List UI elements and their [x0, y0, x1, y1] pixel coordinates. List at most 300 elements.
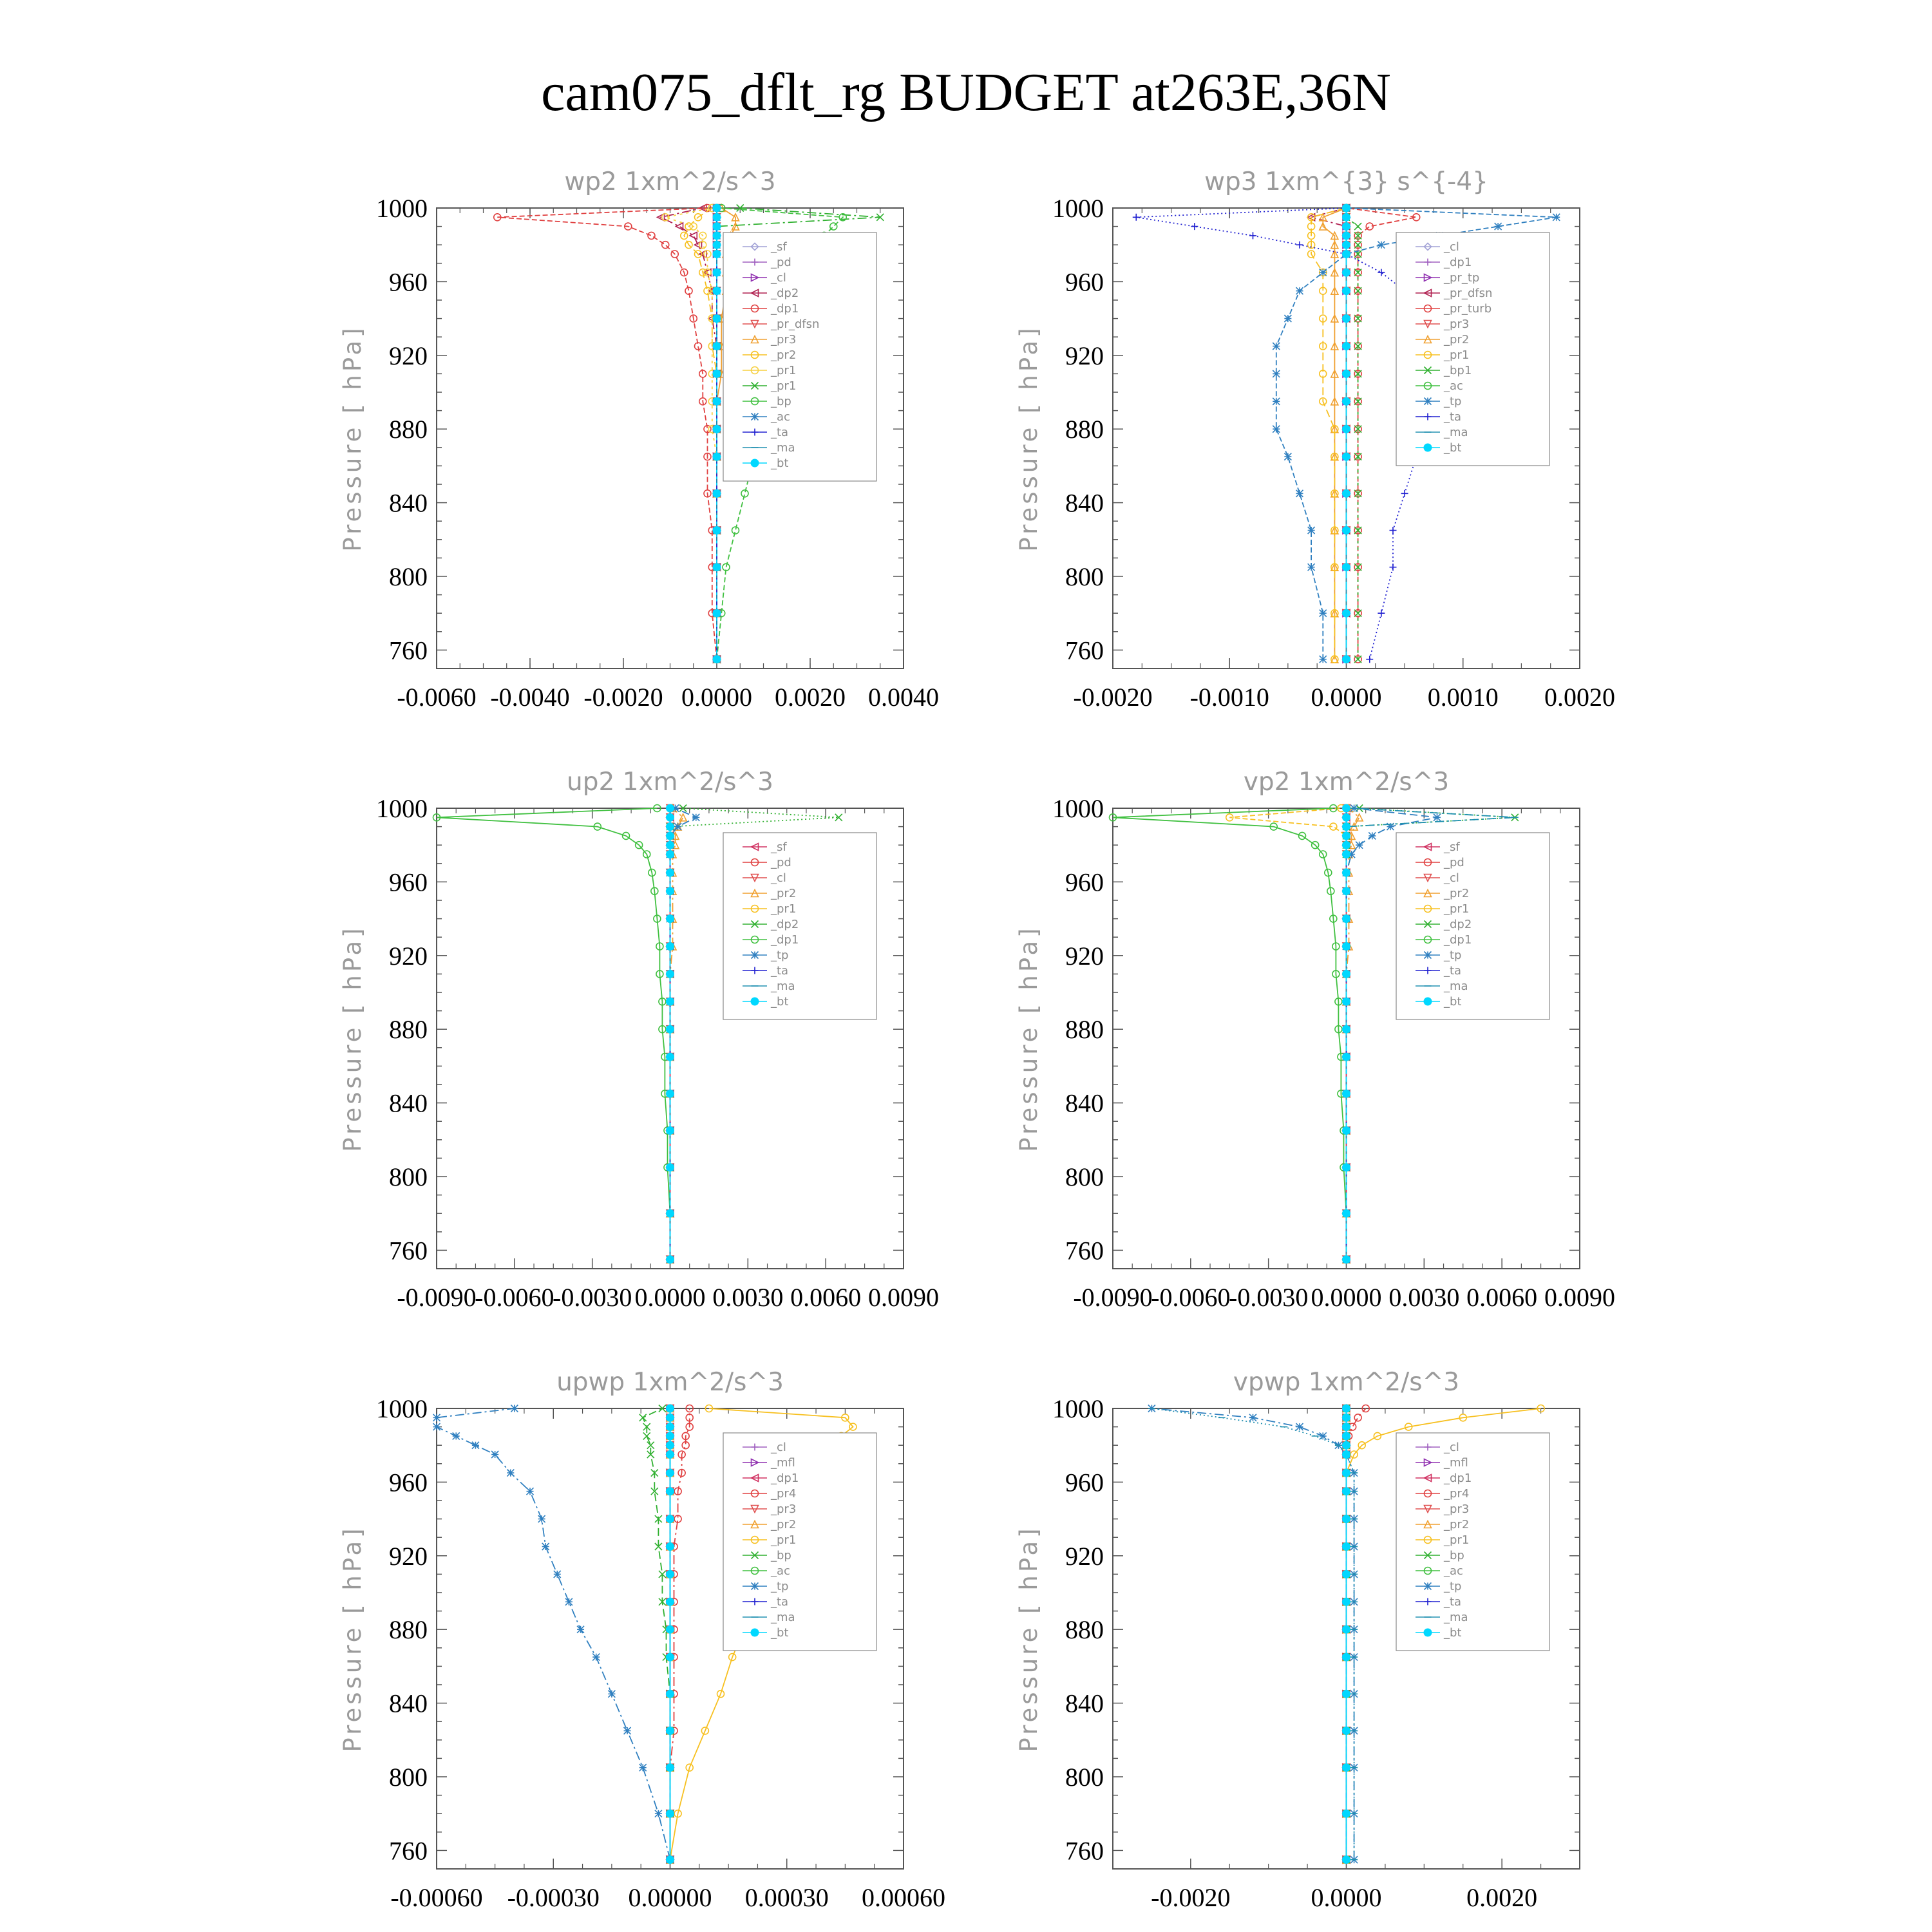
y-axis-label: Pressure [ hPa]	[1015, 1525, 1043, 1752]
data-point	[713, 425, 721, 433]
legend-label: _ta	[771, 426, 789, 439]
data-point	[666, 850, 674, 858]
data-point	[1342, 1690, 1350, 1698]
data-point	[1495, 223, 1502, 230]
data-point	[1378, 269, 1385, 276]
data-point	[1342, 241, 1350, 249]
data-point	[666, 998, 674, 1006]
data-point	[666, 1598, 674, 1606]
series-bt	[666, 804, 674, 1264]
data-point	[1342, 1090, 1350, 1098]
legend-label: _ma	[771, 1611, 795, 1624]
data-point	[592, 1654, 600, 1661]
legend-label: _cl	[771, 271, 786, 285]
data-point	[1320, 656, 1327, 663]
legend-marker	[751, 998, 759, 1006]
series-bt	[1342, 1405, 1350, 1864]
data-point	[1342, 887, 1350, 895]
data-point	[565, 1598, 573, 1605]
data-point	[666, 841, 674, 849]
data-point	[713, 287, 721, 295]
legend-label: _bp	[771, 1549, 791, 1562]
legend-label: _tp	[1444, 949, 1462, 962]
legend-label: _pd	[771, 256, 791, 269]
y-tick-label: 1000	[1052, 194, 1104, 223]
data-point	[666, 1423, 674, 1431]
x-tick-label: 0.0000	[1311, 683, 1382, 712]
y-tick-label: 960	[389, 1468, 428, 1497]
legend-box	[723, 1433, 876, 1651]
data-point	[666, 831, 674, 840]
y-tick-label: 880	[389, 1615, 428, 1645]
legend-label: _dp1	[1444, 256, 1472, 269]
data-point	[713, 342, 721, 350]
legend-label: _pd	[771, 856, 791, 869]
x-tick-label: -0.00030	[507, 1883, 600, 1912]
legend-label: _pr1	[771, 379, 797, 393]
x-tick-label: 0.0060	[790, 1283, 862, 1312]
y-tick-label: 760	[1065, 1236, 1104, 1265]
series-bt	[1342, 204, 1350, 664]
series-bt	[666, 1405, 674, 1864]
data-point	[666, 1625, 674, 1634]
x-tick-label: 0.0040	[868, 683, 939, 712]
data-point	[1273, 426, 1280, 433]
series-dp1	[494, 205, 721, 663]
data-point	[666, 1542, 674, 1551]
legend-label: _ta	[771, 964, 789, 978]
legend-label: _ac	[771, 1564, 790, 1578]
legend	[1396, 833, 1549, 1019]
y-tick-label: 920	[1065, 1541, 1104, 1571]
legend-label: _bp	[771, 395, 791, 408]
y-tick-label: 960	[389, 267, 428, 297]
legend-label: _mfl	[1444, 1456, 1468, 1470]
data-point	[1342, 370, 1350, 378]
data-point	[666, 1025, 674, 1034]
data-point	[666, 1053, 674, 1061]
data-point	[1342, 1163, 1350, 1171]
data-point	[1553, 214, 1560, 221]
legend-box	[723, 833, 876, 1019]
legend-label: _pr_tp	[1444, 271, 1480, 285]
data-point	[1342, 222, 1350, 231]
legend-label: _bt	[771, 1626, 789, 1640]
data-point	[666, 1763, 674, 1772]
data-point	[453, 1432, 460, 1439]
data-point	[1342, 213, 1350, 222]
data-point	[1342, 1487, 1350, 1495]
data-point	[1342, 813, 1350, 822]
legend-label: _bt	[1444, 441, 1462, 455]
y-tick-label: 880	[389, 415, 428, 444]
series-dp1	[1110, 805, 1350, 1264]
legend-label: _pr2	[1444, 333, 1470, 346]
legend-label: _tp	[771, 1580, 789, 1593]
legend-label: _dp1	[771, 933, 799, 947]
legend-label: _pr2	[1444, 1518, 1470, 1531]
y-tick-label: 960	[1065, 267, 1104, 297]
legend-marker	[1425, 398, 1432, 405]
data-point	[666, 1255, 674, 1264]
data-point	[1342, 489, 1350, 498]
data-point	[1354, 223, 1361, 230]
data-point	[1273, 398, 1280, 405]
legend-label: _pr3	[1444, 317, 1470, 331]
data-point	[666, 869, 674, 877]
data-point	[1133, 214, 1140, 221]
data-point	[511, 1405, 518, 1412]
data-point	[666, 1209, 674, 1218]
y-tick-label: 840	[389, 488, 428, 518]
data-point	[639, 1414, 647, 1421]
legend-label: _pr2	[1444, 887, 1470, 900]
data-point	[741, 490, 748, 497]
legend-box	[1396, 232, 1549, 466]
legend-marker	[1424, 1629, 1432, 1637]
x-tick-label: -0.00060	[390, 1883, 483, 1912]
data-point	[1342, 1053, 1350, 1061]
y-tick-label: 760	[389, 1236, 428, 1265]
data-point	[1390, 564, 1397, 571]
data-point	[1342, 998, 1350, 1006]
legend-label: _ta	[1444, 964, 1462, 978]
legend	[723, 833, 876, 1019]
legend-label: _ac	[1444, 1564, 1463, 1578]
legend-label: _pr1	[771, 902, 797, 916]
y-tick-label: 800	[389, 562, 428, 591]
legend-label: _cl	[771, 871, 786, 885]
y-tick-label: 1000	[1052, 794, 1104, 823]
data-point	[643, 1432, 650, 1439]
y-axis-label: Pressure [ hPa]	[339, 325, 366, 552]
data-point	[1273, 343, 1280, 350]
x-tick-label: -0.0060	[1151, 1283, 1231, 1312]
data-point	[1342, 1727, 1350, 1735]
x-tick-label: 0.0090	[868, 1283, 939, 1312]
legend-marker	[751, 459, 759, 468]
series-line	[1151, 1408, 1354, 1860]
data-point	[1342, 204, 1350, 213]
data-point	[1434, 814, 1441, 821]
x-tick-label: 0.0020	[1466, 1883, 1538, 1912]
series-bt	[713, 204, 721, 664]
x-tick-label: 0.0000	[681, 683, 752, 712]
legend-label: _pr_turb	[1444, 302, 1492, 316]
data-point	[666, 1163, 674, 1171]
x-tick-label: -0.0010	[1189, 683, 1269, 712]
x-tick-label: -0.0060	[475, 1283, 554, 1312]
data-point	[666, 804, 674, 813]
data-point	[713, 222, 721, 231]
panel-title: vp2 1xm^2/s^3	[1243, 768, 1450, 797]
legend-marker	[1425, 952, 1432, 959]
legend-box	[1396, 1433, 1549, 1651]
y-tick-label: 840	[1065, 1088, 1104, 1118]
legend-label: _bp1	[1444, 364, 1472, 377]
legend-label: _pr4	[771, 1487, 797, 1501]
data-point	[1390, 527, 1397, 534]
data-point	[713, 370, 721, 378]
legend	[723, 1433, 876, 1651]
legend-label: _ac	[1444, 379, 1463, 393]
x-tick-label: 0.0030	[712, 1283, 784, 1312]
y-tick-label: 880	[1065, 1015, 1104, 1045]
legend-label: _bt	[771, 995, 789, 1009]
legend-label: _ma	[1444, 426, 1468, 439]
x-tick-label: -0.0090	[397, 1283, 477, 1312]
data-point	[666, 970, 674, 978]
data-point	[1401, 490, 1408, 497]
y-tick-label: 920	[1065, 341, 1104, 370]
data-point	[666, 1810, 674, 1818]
page-title: cam075_dflt_rg BUDGET at263E,36N	[541, 62, 1391, 122]
data-point	[1342, 970, 1350, 978]
data-point	[1191, 223, 1198, 230]
data-point	[1378, 242, 1385, 249]
panel-title: upwp 1xm^2/s^3	[556, 1368, 784, 1397]
legend-label: _pr_dfsn	[771, 317, 820, 331]
legend-marker	[751, 1629, 759, 1637]
data-point	[666, 1414, 674, 1422]
legend-label: _sf	[771, 840, 787, 854]
data-point	[1273, 370, 1280, 377]
data-point	[554, 1571, 561, 1578]
y-tick-label: 920	[389, 941, 428, 971]
series-line	[437, 808, 670, 1260]
data-point	[713, 397, 721, 406]
y-axis-label: Pressure [ hPa]	[1015, 925, 1043, 1152]
data-point	[433, 1423, 440, 1430]
data-point	[732, 527, 739, 534]
data-point	[1342, 942, 1350, 951]
panel-title: wp2 1xm^2/s^3	[564, 167, 776, 196]
data-point	[666, 1690, 674, 1698]
y-tick-label: 760	[389, 1836, 428, 1866]
data-point	[1342, 1469, 1350, 1477]
y-tick-label: 760	[1065, 1836, 1104, 1866]
y-tick-label: 760	[1065, 636, 1104, 665]
legend-label: _dp2	[1444, 918, 1472, 931]
data-point	[1342, 231, 1350, 240]
data-point	[1249, 1414, 1256, 1421]
data-point	[648, 232, 655, 239]
x-tick-label: 0.0000	[1311, 1883, 1382, 1912]
y-tick-label: 800	[1065, 1763, 1104, 1792]
legend-label: _cl	[1444, 240, 1459, 254]
panel-2	[1015, 167, 1615, 712]
x-tick-label: 0.0090	[1544, 1283, 1615, 1312]
x-tick-label: 0.00060	[862, 1883, 945, 1912]
legend-label: _ma	[1444, 980, 1468, 993]
legend-label: _dp1	[771, 1472, 799, 1485]
y-tick-label: 1000	[1052, 1394, 1104, 1423]
legend-label: _cl	[1444, 871, 1459, 885]
x-tick-label: 0.0000	[1311, 1283, 1382, 1312]
legend-box	[723, 232, 876, 481]
y-axis-label: Pressure [ hPa]	[339, 1525, 366, 1752]
legend-label: _dp1	[771, 302, 799, 316]
series-tp	[433, 1405, 674, 1864]
data-point	[1342, 1441, 1350, 1450]
legend-label: _bp	[1444, 1549, 1464, 1562]
y-tick-label: 960	[1065, 867, 1104, 897]
data-point	[507, 1470, 514, 1477]
data-point	[1342, 1515, 1350, 1523]
series-ta	[1133, 205, 1432, 663]
data-point	[666, 1432, 674, 1440]
data-point	[1342, 526, 1350, 535]
data-point	[713, 250, 721, 258]
data-point	[1342, 1414, 1350, 1422]
legend	[1396, 232, 1549, 466]
data-point	[1342, 269, 1350, 277]
data-point	[674, 823, 681, 830]
data-point	[1308, 527, 1315, 534]
y-tick-label: 840	[389, 1088, 428, 1118]
series-ma	[1148, 1408, 1358, 1860]
panel-4	[1015, 768, 1615, 1312]
legend-marker	[1425, 1583, 1432, 1590]
legend-label: _bt	[1444, 995, 1462, 1009]
data-point	[666, 887, 674, 895]
data-point	[666, 1570, 674, 1578]
x-tick-label: 0.0000	[634, 1283, 706, 1312]
y-tick-label: 960	[389, 867, 428, 897]
data-point	[666, 1855, 674, 1864]
legend-label: _pr3	[1444, 1502, 1470, 1516]
data-point	[1342, 397, 1350, 406]
y-tick-label: 1000	[376, 194, 428, 223]
legend-label: _ma	[771, 441, 795, 455]
data-point	[1284, 453, 1291, 460]
series-line	[1136, 208, 1428, 659]
data-point	[1342, 1025, 1350, 1034]
data-point	[1296, 287, 1303, 294]
legend-label: _mfl	[771, 1456, 795, 1470]
data-point	[713, 655, 721, 663]
data-point	[666, 1487, 674, 1495]
data-point	[662, 242, 669, 249]
series-line	[1113, 808, 1347, 1260]
data-point	[1342, 850, 1350, 858]
data-point	[666, 1653, 674, 1662]
data-point	[1342, 1126, 1350, 1135]
data-point	[666, 1515, 674, 1523]
legend-label: _pr1	[1444, 1533, 1470, 1547]
legend-label: _dp1	[1444, 933, 1472, 947]
legend-label: _tp	[1444, 1580, 1462, 1593]
legend-label: _dp2	[771, 287, 799, 300]
data-point	[666, 822, 674, 831]
data-point	[666, 1090, 674, 1098]
y-tick-label: 920	[389, 341, 428, 370]
series-tp	[1148, 1405, 1358, 1864]
series-line	[1151, 1408, 1354, 1860]
legend-label: _cl	[771, 1441, 786, 1454]
data-point	[1354, 1414, 1361, 1421]
y-tick-label: 800	[389, 1763, 428, 1792]
data-point	[577, 1626, 584, 1633]
x-tick-label: 0.00000	[628, 1883, 712, 1912]
data-point	[1366, 656, 1373, 663]
x-tick-label: -0.0040	[490, 683, 570, 712]
legend-label: _bt	[1444, 1626, 1462, 1640]
x-tick-label: 0.0060	[1466, 1283, 1538, 1312]
legend-label: _ma	[1444, 1611, 1468, 1624]
panel-5	[339, 1368, 945, 1912]
panel-1	[339, 167, 939, 712]
y-tick-label: 760	[389, 636, 428, 665]
data-point	[538, 1515, 545, 1522]
legend-marker	[752, 1583, 759, 1590]
x-tick-label: -0.0020	[1073, 683, 1153, 712]
legend-marker	[1424, 998, 1432, 1006]
y-tick-label: 880	[1065, 1615, 1104, 1645]
data-point	[542, 1543, 549, 1550]
data-point	[666, 1727, 674, 1735]
y-tick-label: 920	[1065, 941, 1104, 971]
data-point	[713, 241, 721, 249]
data-point	[624, 1727, 631, 1734]
x-tick-label: -0.0020	[1151, 1883, 1231, 1912]
legend	[723, 232, 876, 481]
x-tick-label: 0.0020	[775, 683, 846, 712]
y-tick-label: 960	[1065, 1468, 1104, 1497]
data-point	[1378, 610, 1385, 617]
data-point	[666, 1450, 674, 1459]
data-point	[1342, 914, 1350, 923]
data-point	[639, 1764, 647, 1771]
y-tick-label: 840	[389, 1689, 428, 1718]
legend-label: _dp1	[1444, 1472, 1472, 1485]
data-point	[666, 942, 674, 951]
y-tick-label: 1000	[376, 794, 428, 823]
legend-label: _ta	[1444, 410, 1462, 424]
data-point	[1342, 609, 1350, 618]
data-point	[830, 223, 837, 230]
data-point	[1342, 1810, 1350, 1818]
data-point	[713, 563, 721, 571]
data-point	[1342, 1209, 1350, 1218]
x-tick-label: -0.0030	[553, 1283, 632, 1312]
data-point	[527, 1488, 534, 1495]
data-point	[1342, 1405, 1350, 1413]
data-point	[1342, 1598, 1350, 1606]
data-point	[1342, 563, 1350, 571]
data-point	[1342, 1625, 1350, 1634]
x-tick-label: 0.0020	[1544, 683, 1615, 712]
data-point	[1342, 1542, 1350, 1551]
y-tick-label: 880	[1065, 415, 1104, 444]
y-tick-label: 800	[389, 1162, 428, 1191]
legend-label: _pr3	[771, 1502, 797, 1516]
data-point	[1342, 869, 1350, 877]
y-tick-label: 920	[389, 1541, 428, 1571]
legend-label: _sf	[1444, 840, 1460, 854]
y-tick-label: 800	[1065, 562, 1104, 591]
series-line	[643, 1408, 670, 1860]
legend-label: _cl	[1444, 1441, 1459, 1454]
data-point	[608, 1690, 615, 1698]
data-point	[713, 213, 721, 222]
data-point	[1342, 1255, 1350, 1264]
data-point	[713, 526, 721, 535]
data-point	[1296, 1423, 1303, 1430]
data-point	[1342, 250, 1350, 258]
y-axis-label: Pressure [ hPa]	[339, 925, 366, 1152]
y-tick-label: 800	[1065, 1162, 1104, 1191]
